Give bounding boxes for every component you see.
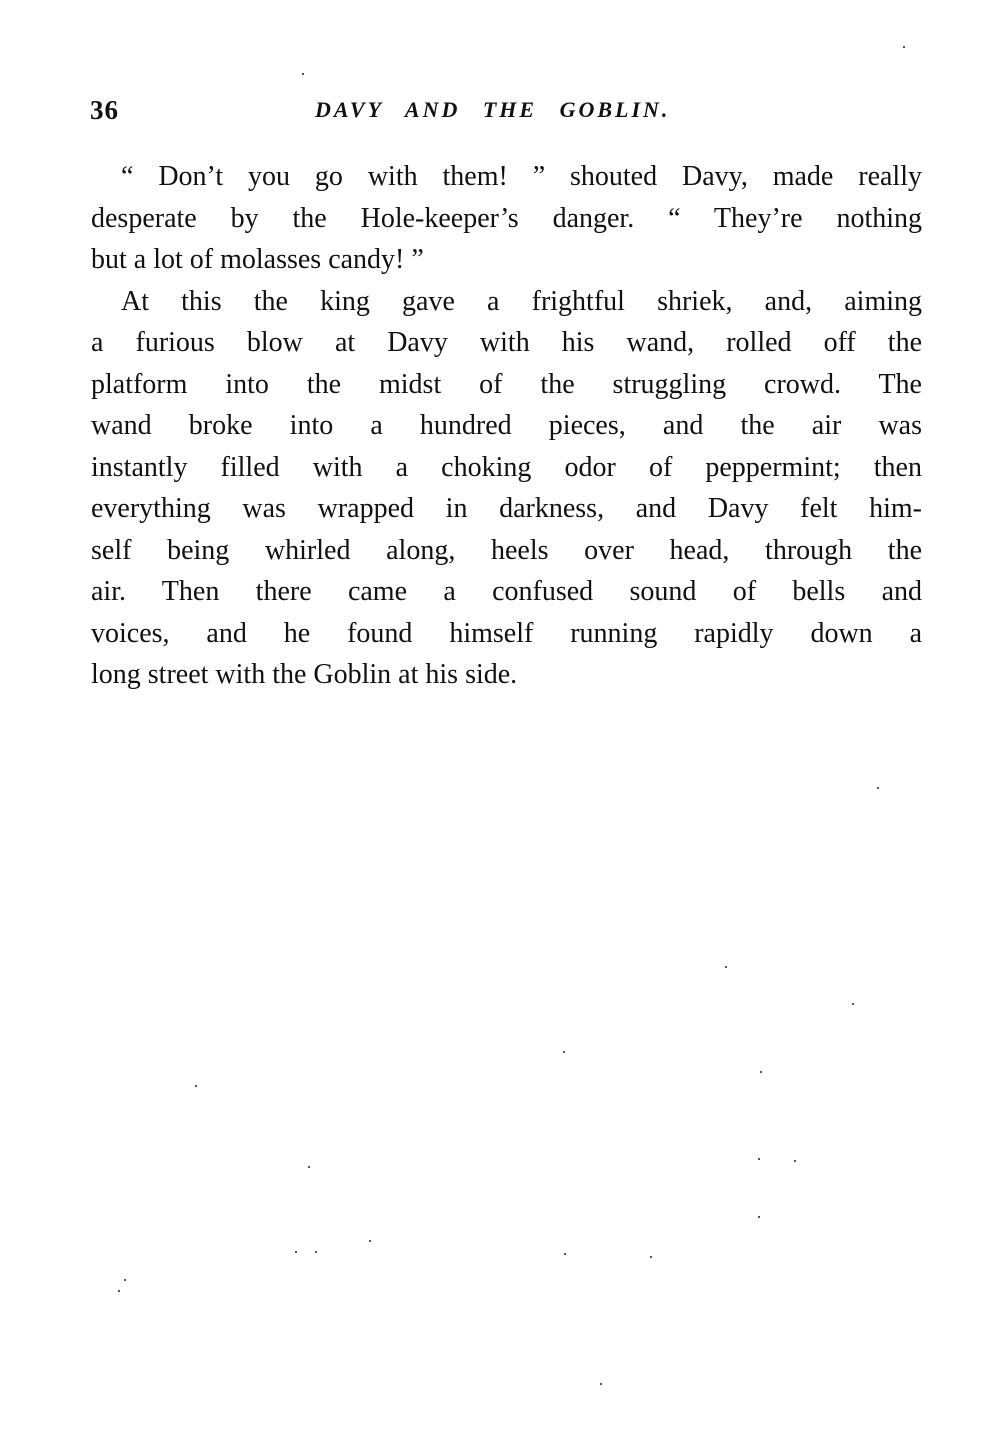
body-text [91, 156, 922, 696]
paragraph-1 [91, 156, 922, 281]
page-number: 36 [90, 95, 119, 125]
scan-speck [903, 46, 905, 48]
text-line: long street with the Goblin at his side. [91, 659, 518, 690]
book-title: DAVY AND THE GOBLIN. [315, 97, 671, 122]
text-line: platform into the midst of the struggling crowd. The [91, 368, 922, 400]
scan-speck [118, 1290, 120, 1292]
text-line: voices, and he found himself running rapidly down a [91, 617, 922, 649]
scan-speck [564, 1253, 566, 1255]
scan-speck [563, 1051, 565, 1053]
text-line: desperate by the Hole-keeper’s danger. “ They’re nothing [91, 202, 922, 234]
scan-speck [308, 1166, 310, 1168]
text-line: “ Don’t you go with them! ” shouted Davy, made really [121, 161, 922, 192]
scan-speck [760, 1071, 762, 1073]
scan-speck [195, 1085, 197, 1087]
scan-speck [877, 787, 879, 789]
scan-speck [600, 1383, 602, 1385]
scan-speck [295, 1251, 297, 1253]
text-line: wand broke into a hundred pieces, and the air was [91, 410, 922, 441]
paragraph-2 [91, 281, 922, 696]
scan-speck [124, 1279, 126, 1281]
scan-speck [758, 1158, 760, 1160]
scan-speck [794, 1160, 796, 1162]
text-line: instantly filled with a choking odor of peppermint; then [91, 451, 922, 483]
scan-speck [758, 1216, 760, 1218]
text-line: everything was wrapped in darkness, and Davy felt him- [91, 493, 922, 524]
scan-speck [315, 1251, 317, 1253]
scan-speck [725, 966, 727, 968]
text-line: At this the king gave a frightful shriek, and, aiming [121, 285, 922, 317]
text-line: a furious blow at Davy with his wand, rolled off the [91, 327, 922, 358]
text-line: air. Then there came a confused sound of bells and [91, 576, 922, 607]
scan-speck [650, 1256, 652, 1258]
text-line: but a lot of molasses candy! ” [91, 244, 424, 275]
scan-speck [369, 1240, 371, 1242]
scan-speck [302, 73, 304, 75]
running-head [90, 95, 922, 135]
text-line: self being whirled along, heels over head, through the [91, 534, 922, 566]
scan-speck [852, 1003, 854, 1005]
